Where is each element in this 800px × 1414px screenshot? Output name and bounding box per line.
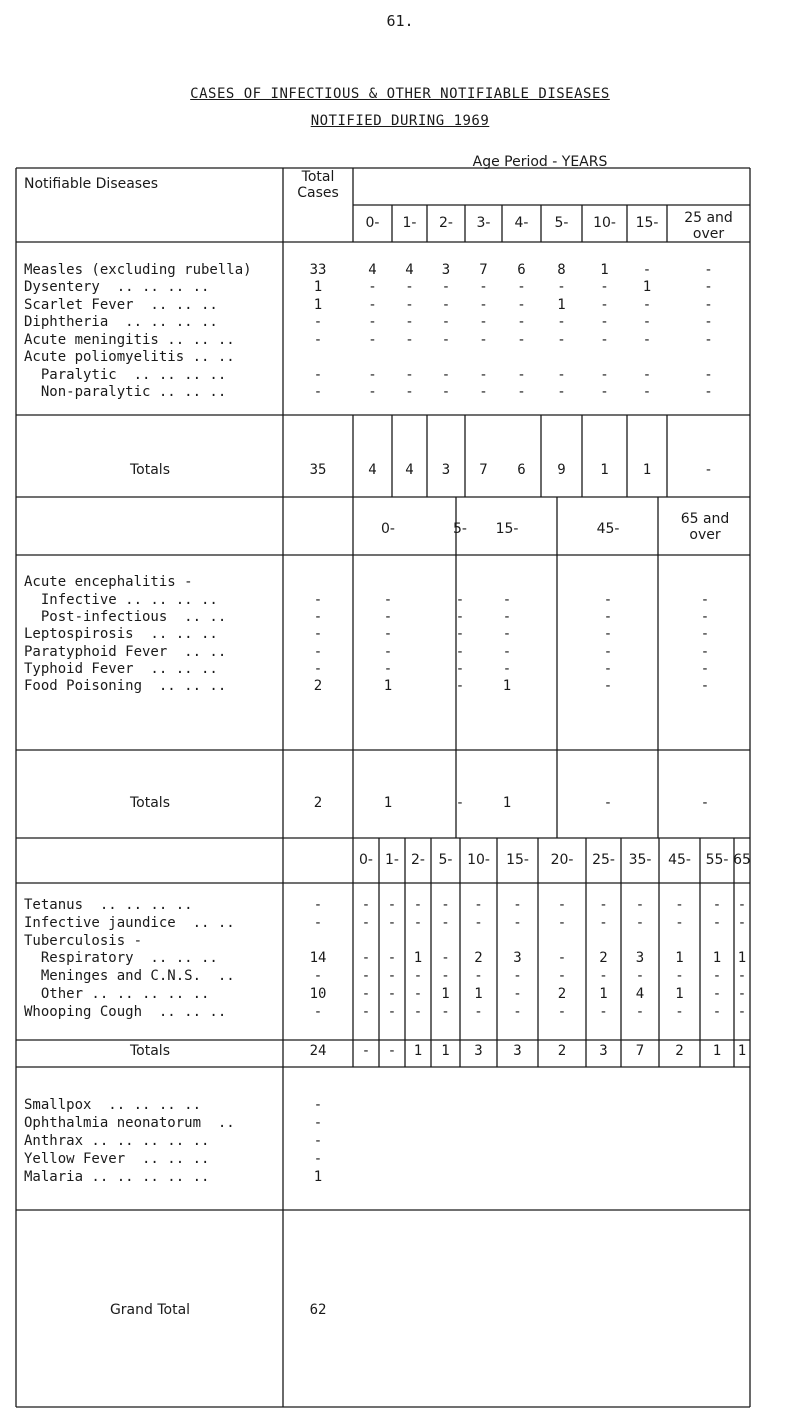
- age-count: -: [474, 1004, 483, 1020]
- age-count: -: [737, 986, 747, 1002]
- age-count: -: [700, 609, 710, 625]
- age-count: -: [599, 915, 608, 931]
- age-count: -: [704, 384, 713, 400]
- totals-age-count: -: [455, 795, 465, 811]
- age-count: -: [441, 968, 450, 984]
- totals-age-count: 2: [557, 1043, 567, 1059]
- totals-total: 35: [309, 462, 327, 478]
- age-count: 2: [599, 950, 608, 966]
- grand-total-value: 62: [309, 1302, 327, 1318]
- age-count: -: [413, 968, 423, 984]
- totals-age-count: -: [704, 462, 713, 478]
- age-count: -: [479, 332, 488, 348]
- disease-name: Acute meningitis .. .. ..: [24, 332, 235, 348]
- age-count: -: [557, 950, 567, 966]
- age-count: -: [455, 644, 465, 660]
- totals-age-count: 7: [479, 462, 488, 478]
- age-count: -: [600, 297, 609, 313]
- age-column-header: 20-: [550, 852, 574, 868]
- age-count: -: [441, 314, 451, 330]
- age-count: -: [441, 915, 450, 931]
- age-count: -: [603, 592, 613, 608]
- totals-age-count: 4: [368, 462, 377, 478]
- column-header-total: Total: [301, 169, 335, 185]
- age-column-header: 35-: [628, 852, 652, 868]
- age-count: -: [368, 297, 377, 313]
- totals-label: Totals: [130, 1043, 170, 1059]
- age-column-header: 5-: [554, 215, 569, 231]
- age-count: -: [517, 297, 526, 313]
- age-count: 1: [441, 986, 450, 1002]
- age-count: -: [737, 897, 747, 913]
- age-count: -: [474, 897, 483, 913]
- age-count: -: [557, 384, 566, 400]
- totals-age-count: 3: [599, 1043, 608, 1059]
- row-total: -: [313, 1097, 323, 1113]
- disease-name: Anthrax .. .. .. .. ..: [24, 1133, 210, 1149]
- age-column-header: 0-: [365, 215, 380, 231]
- age-count: -: [455, 661, 465, 677]
- age-count: -: [387, 915, 397, 931]
- age-count: -: [517, 332, 526, 348]
- disease-name: Food Poisoning .. .. ..: [24, 678, 227, 694]
- age-count: -: [368, 279, 377, 295]
- disease-name: Acute poliomyelitis .. ..: [24, 349, 235, 365]
- totals-age-count: 2: [675, 1043, 684, 1059]
- age-count: -: [405, 279, 414, 295]
- age-count: -: [479, 384, 488, 400]
- page-subtitle: NOTIFIED DURING 1969: [310, 113, 490, 129]
- age-count: -: [557, 968, 567, 984]
- age-count: -: [368, 314, 377, 330]
- totals-age-count: 1: [441, 1043, 450, 1059]
- age-count: -: [441, 332, 451, 348]
- age-count: -: [600, 279, 609, 295]
- age-count: -: [712, 897, 722, 913]
- row-total: 1: [313, 297, 323, 313]
- age-count: -: [361, 1004, 371, 1020]
- age-count: -: [513, 915, 522, 931]
- row-total: -: [313, 897, 323, 913]
- age-count: -: [387, 1004, 397, 1020]
- age-count: -: [557, 1004, 567, 1020]
- age-count: -: [600, 332, 609, 348]
- age-count: -: [455, 678, 465, 694]
- totals-age-count: -: [361, 1043, 371, 1059]
- age-count: -: [557, 367, 566, 383]
- age-column-header: 3-: [476, 215, 491, 231]
- totals-age-count: 1: [413, 1043, 423, 1059]
- age-count: -: [700, 661, 710, 677]
- age-count: -: [502, 661, 512, 677]
- age-column-header: 55-: [705, 852, 729, 868]
- age-count: -: [368, 332, 377, 348]
- age-count: -: [603, 661, 613, 677]
- age-count: 4: [405, 262, 414, 278]
- age-count: -: [441, 367, 451, 383]
- age-count: -: [557, 915, 567, 931]
- age-count: -: [479, 314, 488, 330]
- page-title: CASES OF INFECTIOUS & OTHER NOTIFIABLE DISEASES: [190, 86, 610, 102]
- age-count: -: [361, 986, 371, 1002]
- age-count: -: [557, 897, 567, 913]
- totals-age-count: 9: [557, 462, 566, 478]
- age-count: 1: [675, 950, 684, 966]
- age-count: -: [479, 279, 488, 295]
- age-count: -: [603, 609, 613, 625]
- age-column-header: 45-: [668, 852, 691, 868]
- disease-name: Smallpox .. .. .. ..: [24, 1097, 202, 1113]
- age-count: -: [600, 384, 609, 400]
- row-total: 2: [313, 678, 323, 694]
- age-count: -: [635, 915, 645, 931]
- row-total: -: [313, 609, 323, 625]
- age-count: -: [712, 986, 722, 1002]
- age-count: -: [599, 1004, 608, 1020]
- age-count: -: [405, 332, 414, 348]
- disease-name: Paralytic .. .. .. ..: [24, 367, 227, 383]
- disease-name: Tuberculosis -: [24, 933, 143, 949]
- age-count: 1: [413, 950, 423, 966]
- age-count: -: [704, 297, 713, 313]
- disease-name: Infective jaundice .. ..: [24, 915, 235, 931]
- age-count: -: [600, 367, 609, 383]
- totals-age-count: 1: [712, 1043, 722, 1059]
- age-count: -: [361, 968, 371, 984]
- age-count: 2: [557, 986, 567, 1002]
- row-total: -: [313, 661, 323, 677]
- age-count: -: [383, 609, 393, 625]
- totals-age-count: 1: [642, 462, 652, 478]
- age-count: -: [557, 279, 566, 295]
- totals-age-count: 1: [600, 462, 609, 478]
- age-count: 1: [474, 986, 483, 1002]
- age-column-header: 15-: [506, 852, 529, 868]
- age-count: -: [383, 661, 393, 677]
- age-count: -: [405, 367, 414, 383]
- totals-age-count: 3: [441, 462, 451, 478]
- totals-total: 24: [309, 1043, 327, 1059]
- row-total: -: [313, 626, 323, 642]
- age-column-header: 5-: [438, 852, 453, 868]
- age-count: -: [479, 297, 488, 313]
- row-total: -: [313, 1115, 323, 1131]
- age-count: -: [513, 1004, 522, 1020]
- column-header-diseases: Notifiable Diseases: [24, 176, 159, 192]
- age-count: -: [513, 986, 522, 1002]
- age-count: -: [441, 1004, 450, 1020]
- age-count: 7: [479, 262, 488, 278]
- totals-label: Totals: [130, 462, 170, 478]
- disease-name: Diphtheria .. .. .. ..: [24, 314, 218, 330]
- age-count: -: [642, 314, 652, 330]
- age-column-header: 65: [733, 852, 751, 868]
- age-column-header: 15-: [635, 215, 659, 231]
- age-count: -: [383, 644, 393, 660]
- age-column-header: 15-: [495, 521, 519, 537]
- age-count: -: [387, 897, 397, 913]
- row-total: -: [313, 644, 323, 660]
- age-count: -: [642, 262, 652, 278]
- disease-name: Post-infectious .. ..: [24, 609, 227, 625]
- totals-label: Totals: [130, 795, 170, 811]
- age-count: -: [441, 897, 450, 913]
- disease-name: Malaria .. .. .. .. ..: [24, 1169, 210, 1185]
- age-count: 1: [712, 950, 722, 966]
- age-column-header: 5-: [453, 521, 467, 537]
- age-count: -: [513, 968, 522, 984]
- totals-total: 2: [313, 795, 323, 811]
- age-count: -: [737, 968, 747, 984]
- age-count: -: [502, 592, 512, 608]
- totals-age-count: 1: [502, 795, 512, 811]
- row-total: -: [313, 1151, 323, 1167]
- age-count: -: [455, 626, 465, 642]
- row-total: 1: [313, 279, 323, 295]
- age-count: 1: [600, 262, 609, 278]
- age-count: 2: [474, 950, 483, 966]
- age-count: -: [517, 314, 526, 330]
- age-count: 6: [517, 262, 526, 278]
- disease-name: Acute encephalitis -: [24, 574, 193, 590]
- disease-name: Tetanus .. .. .. ..: [24, 897, 193, 913]
- age-count: 3: [635, 950, 645, 966]
- age-count: -: [675, 1004, 684, 1020]
- age-count: -: [368, 384, 377, 400]
- disease-name: Scarlet Fever .. .. ..: [24, 297, 218, 313]
- age-count: -: [599, 897, 608, 913]
- age-count: -: [361, 897, 371, 913]
- age-count: -: [502, 626, 512, 642]
- age-column-header: 25-: [592, 852, 615, 868]
- age-count: 1: [502, 678, 512, 694]
- age-count: 1: [599, 986, 608, 1002]
- age-count: -: [513, 897, 522, 913]
- age-count: 1: [642, 279, 652, 295]
- disease-name: Infective .. .. .. ..: [24, 592, 218, 608]
- age-count: -: [704, 279, 713, 295]
- age-count: -: [413, 986, 423, 1002]
- age-count: -: [642, 384, 652, 400]
- column-header-cases: Cases: [297, 185, 339, 201]
- age-count: -: [642, 332, 652, 348]
- age-count: 4: [635, 986, 645, 1002]
- row-total: 33: [309, 262, 327, 278]
- age-count: -: [387, 950, 397, 966]
- age-count: -: [474, 968, 483, 984]
- row-total: -: [313, 1133, 323, 1149]
- age-count: -: [413, 1004, 423, 1020]
- age-count: -: [441, 279, 451, 295]
- disease-name: Ophthalmia neonatorum ..: [24, 1115, 235, 1131]
- age-count: -: [517, 367, 526, 383]
- row-total: 14: [309, 950, 327, 966]
- age-column-header: 2-: [439, 215, 453, 231]
- age-count: -: [675, 968, 684, 984]
- row-total: -: [313, 367, 323, 383]
- row-total: -: [313, 968, 323, 984]
- disease-name: Measles (excluding rubella): [24, 262, 252, 278]
- age-count: -: [642, 297, 652, 313]
- age-count: -: [455, 609, 465, 625]
- age-count: -: [405, 384, 414, 400]
- row-total: -: [313, 1004, 323, 1020]
- disease-name: Yellow Fever .. .. ..: [24, 1151, 210, 1167]
- totals-age-count: -: [387, 1043, 397, 1059]
- age-column-header: 10-: [467, 852, 490, 868]
- age-count: -: [599, 968, 608, 984]
- age-count: -: [474, 915, 483, 931]
- age-column-header: 2-: [411, 852, 425, 868]
- age-count: -: [368, 367, 377, 383]
- totals-age-count: 3: [474, 1043, 483, 1059]
- row-total: 10: [309, 986, 327, 1002]
- age-count: 1: [383, 678, 393, 694]
- age-count: -: [479, 367, 488, 383]
- page-number: 61.: [386, 12, 414, 30]
- disease-name: Other .. .. .. .. ..: [24, 986, 210, 1002]
- row-total: -: [313, 314, 323, 330]
- totals-age-count: 1: [383, 795, 393, 811]
- age-count: -: [557, 332, 566, 348]
- age-count: -: [502, 609, 512, 625]
- age-count: -: [361, 915, 371, 931]
- age-count: -: [737, 915, 747, 931]
- age-count: -: [675, 915, 684, 931]
- age-count: -: [700, 626, 710, 642]
- age-count: -: [413, 915, 423, 931]
- age-count: 1: [737, 950, 747, 966]
- age-count: -: [603, 644, 613, 660]
- age-count: -: [387, 986, 397, 1002]
- totals-age-count: 7: [635, 1043, 645, 1059]
- age-count: 4: [368, 262, 377, 278]
- totals-age-count: 1: [737, 1043, 747, 1059]
- age-count: -: [502, 644, 512, 660]
- age-column-header: 10-: [593, 215, 616, 231]
- age-column-header: 4-: [514, 215, 529, 231]
- row-total: -: [313, 332, 323, 348]
- row-total: 1: [313, 1169, 323, 1185]
- age-count: -: [405, 297, 414, 313]
- totals-age-count: -: [603, 795, 613, 811]
- age-column-header: 1-: [402, 215, 417, 231]
- age-count: 8: [557, 262, 566, 278]
- row-total: -: [313, 384, 323, 400]
- age-column-header: 45-: [596, 521, 620, 537]
- age-count: -: [517, 384, 526, 400]
- age-column-header: 0-: [381, 521, 395, 537]
- column-header-age-period: Age Period - YEARS: [472, 154, 608, 170]
- disease-name: Non-paralytic .. .. ..: [24, 384, 227, 400]
- age-column-header: 1-: [385, 852, 399, 868]
- totals-age-count: 3: [513, 1043, 522, 1059]
- age-count: -: [441, 950, 450, 966]
- disease-name: Leptospirosis .. .. ..: [24, 626, 218, 642]
- disease-name: Typhoid Fever .. .. ..: [24, 661, 218, 677]
- age-count: -: [383, 592, 393, 608]
- disease-name: Dysentery .. .. .. ..: [24, 279, 210, 295]
- age-count: -: [704, 332, 713, 348]
- age-count: -: [712, 915, 722, 931]
- age-count: -: [387, 968, 397, 984]
- age-count: -: [600, 314, 609, 330]
- age-count: -: [557, 314, 566, 330]
- age-count: -: [704, 262, 713, 278]
- age-count: -: [704, 367, 713, 383]
- age-count: -: [712, 1004, 722, 1020]
- age-count: 3: [441, 262, 451, 278]
- age-column-header: 25 and over: [684, 210, 733, 242]
- age-count: -: [413, 897, 423, 913]
- age-count: -: [700, 678, 710, 694]
- age-count: -: [361, 950, 371, 966]
- age-count: 3: [513, 950, 522, 966]
- age-count: -: [704, 314, 713, 330]
- age-count: -: [675, 897, 684, 913]
- row-total: -: [313, 915, 323, 931]
- totals-age-count: 6: [517, 462, 526, 478]
- disease-name: Paratyphoid Fever .. ..: [24, 644, 227, 660]
- age-count: -: [517, 279, 526, 295]
- age-count: -: [405, 314, 414, 330]
- age-count: -: [635, 968, 645, 984]
- age-count: -: [700, 644, 710, 660]
- age-count: -: [635, 897, 645, 913]
- age-count: -: [603, 678, 613, 694]
- age-count: -: [441, 297, 451, 313]
- age-count: -: [441, 384, 451, 400]
- age-count: -: [635, 1004, 645, 1020]
- age-column-header: 65 and over: [680, 511, 730, 543]
- age-count: -: [712, 968, 722, 984]
- age-count: -: [700, 592, 710, 608]
- age-count: 1: [557, 297, 566, 313]
- age-count: -: [383, 626, 393, 642]
- disease-name: Whooping Cough .. .. ..: [24, 1004, 227, 1020]
- age-count: 1: [675, 986, 684, 1002]
- age-count: -: [455, 592, 465, 608]
- age-count: -: [603, 626, 613, 642]
- disease-name: Meninges and C.N.S. ..: [24, 968, 235, 984]
- totals-age-count: -: [700, 795, 710, 811]
- age-count: -: [737, 1004, 747, 1020]
- row-total: -: [313, 592, 323, 608]
- totals-age-count: 4: [405, 462, 414, 478]
- age-column-header: 0-: [359, 852, 373, 868]
- disease-name: Respiratory .. .. ..: [24, 950, 218, 966]
- age-count: -: [642, 367, 652, 383]
- grand-total-label: Grand Total: [109, 1302, 191, 1318]
